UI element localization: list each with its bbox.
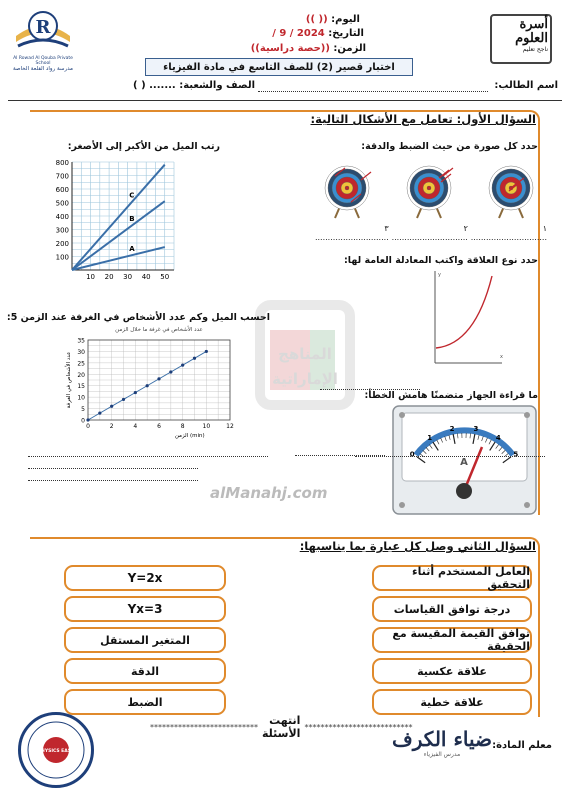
chart-title: عدد الأشخاص في غرفة ما خلال الزمن [115,327,203,333]
q3-answer-lines[interactable] [320,378,420,390]
section2-heading: السؤال الثاني وصل كل عبارة بما يناسبها: [299,539,536,553]
data-point [181,364,184,367]
family-logo: أسرة العلوم ناجح تعليم [490,14,552,64]
watermark: المناهج الإماراتية [230,290,380,440]
match-right-3[interactable]: توافق القيمة المقيسة مع الحقيقة [372,627,532,653]
series-label-A: A [129,245,135,254]
targets [312,160,547,222]
meter-label: 0 [409,450,415,459]
data-point [110,405,113,408]
data-point [86,418,89,421]
exp-graph [430,268,505,368]
target-3 [489,166,533,218]
data-point [134,391,137,394]
y-tick-label: 200 [55,240,69,248]
student-name-label: اسم الطالب: [494,80,558,91]
q1-text: حدد كل صورة من حيث الضبط والدقة: [361,141,538,152]
match-right-4[interactable]: علاقة عكسية [372,658,532,684]
series-label-B: B [129,215,135,224]
student-name-field[interactable] [258,91,488,92]
x-tick-label: 6 [157,423,161,430]
y-tick-label: 600 [55,186,69,194]
svg-text:R: R [35,17,51,38]
meter-label: 3 [473,425,479,434]
school-logo: R Al Rowad Al Qouba Private School مدرسة رواد القلعة الخاصة [8,6,78,66]
time-line: الزمن: ((حصة دراسية)) [250,43,366,54]
x-tick-label: 12 [226,423,234,430]
match-left-1[interactable]: Y=2x [64,565,226,591]
y-tick-label: 800 [55,159,69,167]
watermark-site: alManahj.com [210,484,328,502]
y-tick-label: 10 [77,394,85,402]
match-left-4[interactable]: الدقة [64,658,226,684]
q5-text: ما قراءة الجهاز متضمنًا هامش الخطأ: [364,390,538,401]
data-point [193,357,196,360]
meter-label: 5 [513,450,519,459]
y-tick-label: 15 [77,383,85,391]
q5-answer-right[interactable] [355,456,545,457]
teacher-signature: ضياء الكرف مدرس الفيزياء [392,727,492,758]
y-tick-label: 400 [55,213,69,221]
q4-answer-lines[interactable] [28,445,268,481]
match-left-5[interactable]: الضبط [64,689,226,715]
y-tick-label: 25 [77,360,85,368]
svg-text:x: x [500,354,503,360]
title-box: اختبار قصير (2) للصف التاسع في مادة الفيزياء [145,58,413,76]
y-tick-label: 20 [77,371,85,379]
meter-label: 2 [449,425,455,434]
data-point [146,384,149,387]
meter-unit: A [460,457,468,468]
date-line: التاريخ: / 9 / 2024 [272,28,364,39]
x-tick-label: 8 [180,423,185,430]
match-right-2[interactable]: درجة توافق القياسات [372,596,532,622]
y-tick-label: 700 [55,172,69,181]
x-tick-label: 30 [123,273,133,281]
series-label-C: C [129,191,135,200]
x-tick-label: 10 [86,273,96,281]
section1-heading: السؤال الأول: تعامل مع الأشكال التالية: [310,112,536,126]
svg-text:PHYSICS EASY: PHYSICS EASY [37,749,75,754]
match-right-5[interactable]: علاقة خطية [372,689,532,715]
y-axis-label: عدد الأشخاص في الغرفة [66,351,72,409]
y-tick-label: 35 [77,337,85,345]
match-left-2[interactable]: Yx=3 [64,596,226,622]
meter-label: 4 [495,433,501,442]
match-left-3[interactable]: المتغير المستقل [64,627,226,653]
arrow [443,168,453,176]
q1-answers[interactable]: ١ .............................. ٢ .............................. ٣ ............................. [314,224,547,242]
x-axis-label: الزمن (min) [174,433,205,439]
end-line: *************************** انتهت الأسئلة *************************** [150,714,413,740]
x-tick-label: 4 [133,423,138,430]
data-point [122,398,125,401]
target-2 [407,166,453,218]
people-chart [56,322,246,442]
q3-text: حدد نوع العلاقة واكتب المعادلة العامة لها: [344,255,538,266]
teacher-label: معلم المادة: [492,740,552,751]
y-tick-label: 5 [81,406,85,414]
data-point [157,377,160,380]
q4-text: احسب الميل وكم عدد الأشخاص في الغرفة عند الزمن 5: [6,312,270,323]
svg-text:y: y [438,272,441,278]
x-tick-label: 2 [109,423,114,430]
x-tick-label: 50 [160,273,170,281]
target-1 [325,166,371,218]
x-tick-label: 0 [86,423,90,430]
teacher-stamp [18,712,94,788]
y-tick-label: 300 [55,226,69,235]
ammeter [392,405,537,515]
meter-label: 1 [427,433,433,442]
y-tick-label: 0 [81,417,85,425]
data-point [169,370,172,373]
x-tick-label: 40 [141,273,151,281]
data-point [98,412,101,415]
right-column [372,565,532,715]
left-column [64,565,226,715]
x-tick-label: 20 [104,273,114,281]
match-right-1[interactable]: العامل المستخدم أثناء التحقيق [372,565,532,591]
class-label: الصف والشعبة: ....... ( ) [133,80,255,91]
y-tick-label: 30 [77,348,85,356]
q2-text: رتب الميل من الأكبر إلى الأصغر: [67,141,220,152]
y-tick-label: 500 [55,199,69,208]
slope-chart [42,152,182,284]
x-tick-label: 10 [202,423,211,430]
data-point [205,350,208,353]
y-tick-label: 100 [55,253,69,262]
header-divider [8,100,562,101]
day-line: اليوم: (( )) [305,14,360,25]
